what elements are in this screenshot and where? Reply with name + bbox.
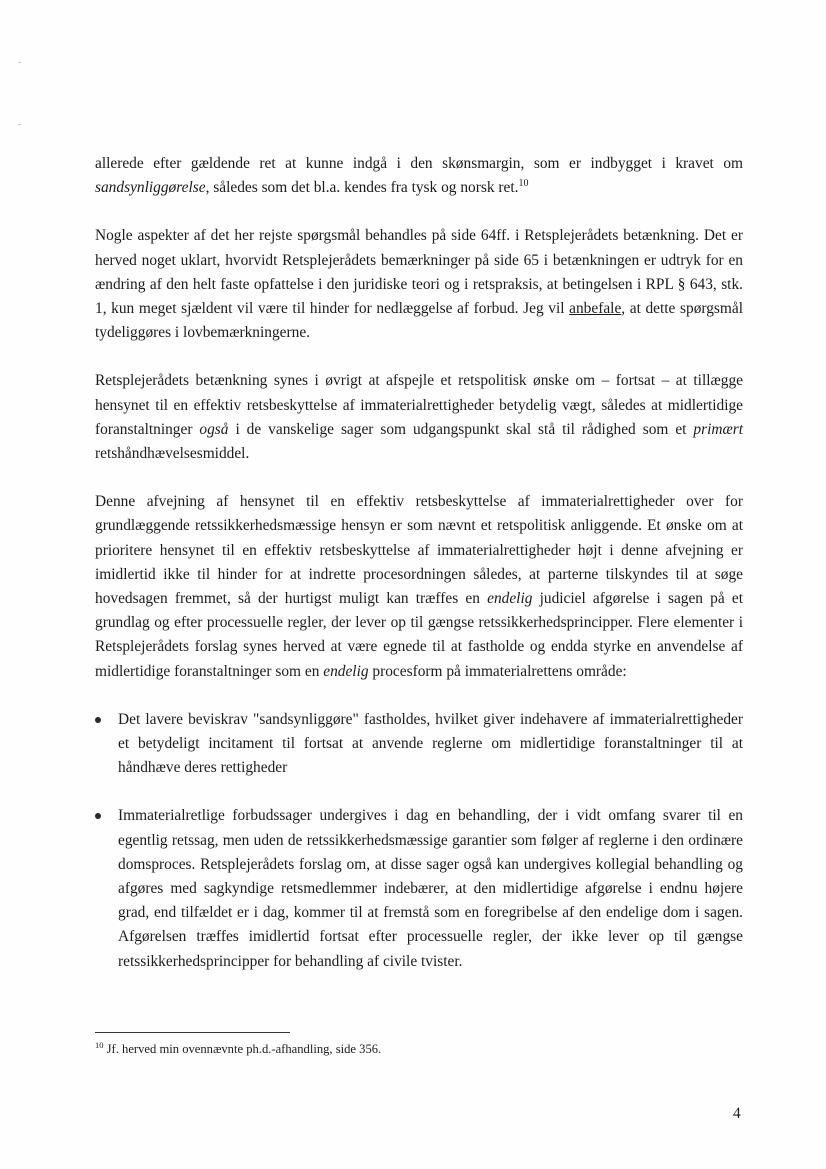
text-span: , at dette spørgsmål tydeliggøres i lovbemærkningerne.: [95, 300, 743, 342]
paragraph-1: [95, 152, 743, 200]
footnote-number: 10: [95, 1039, 104, 1050]
italic-term: også: [199, 420, 229, 438]
footnote-reference[interactable]: 10: [518, 178, 529, 190]
text-span: allerede efter gældende ret at kunne indgå i den skønsmargin, som er indbygget i kravet om: [95, 155, 743, 172]
text-span: , således som det bl.a. kendes fra tysk og norsk ret.: [205, 179, 519, 197]
footnote-separator: [95, 1032, 290, 1033]
footnote-text: Jf. herved min ovennævnte ph.d.-afhandling, side 356.: [103, 1042, 382, 1056]
italic-term: endelig: [487, 590, 533, 608]
paragraph-4: [95, 490, 743, 684]
bullet-text: Immaterialretlige forbudssager undergives i dag en behandling, der i vidt omfang svarer til en egentlig retssag, men uden de retssikkerhedsmæssige garantier som følger af reglerne i den ordinære domsproces. Retsplejerådets forslag om, at disse sager også kan undergives kollegial behandling og afgøres med sagkyndige retsmedlemmer indebærer, at den midlertidige afgørelse i endnu højere grad, end tilfældet er i dag, kommer til at fremstå som en foregribelse af den endelige dom i sagen. Afgørelsen træffes imidlertid fortsat efter processuelle regler, der ikke lever op til gængse retssikkerhedsprincipper for behandling af civile tvister.: [118, 807, 743, 970]
underlined-term: anbefale: [569, 300, 622, 318]
text-span: i de vanskelige sager som udgangspunkt skal stå til rådighed som et: [228, 420, 694, 438]
page-number: 4: [733, 1105, 741, 1122]
text-span: Nogle aspekter af det her rejste spørgsmål behandles på side 64ff. i Retsplejerådets betænkning. Det er herved noget uklart, hvorvidt Retsplejerådets bemærkninger på side 65 i betænkningen er udtryk for en ændring af den helt faste opfattelse i den juridiske teori og i retspraksis, at betingelsen i RPL § 643, stk. 1, kun meget sjældent vil være til hinder for nedlæggelse af forbud. Jeg vil: [95, 227, 743, 318]
italic-term: sandsynliggørelse: [95, 179, 206, 197]
bullet-icon: [95, 813, 101, 819]
scan-artifact: [18, 62, 21, 63]
italic-term: primært: [693, 420, 743, 438]
body-text: [95, 152, 743, 974]
bullet-item: [95, 708, 743, 781]
paragraph-3: [95, 369, 743, 466]
paragraph-2: [95, 224, 743, 345]
footnote: [95, 1041, 381, 1057]
bullet-item: [95, 804, 743, 973]
text-span: procesform på immaterialrettens område:: [368, 662, 627, 680]
text-span: retshåndhævelsesmiddel.: [95, 445, 250, 463]
scan-artifact: [18, 124, 21, 125]
bullet-text: Det lavere beviskrav "sandsynliggøre" fastholdes, hvilket giver indehavere af immaterialrettigheder et betydeligt incitament til fortsat at anvende reglerne om midlertidige foranstaltninger til at håndhæve deres rettigheder: [118, 710, 743, 777]
italic-term: endelig: [323, 662, 369, 680]
text-span: Denne afvejning af hensynet til en effektiv retsbeskyttelse af immaterialrettigheder over for grundlæggende retssikkerhedsmæssige hensyn er som nævnt et retspolitisk anliggende. Et ønske om at prioritere hensynet til en effektiv retsbeskyttelse af immaterialrettigheder højt i denne afvejning er imidlertid ikke til hinder for at indrette procesordningen således, at parterne tilskyndes til at søge hovedsagen fremmet, så der hurtigst muligt kan træffes en: [95, 493, 743, 608]
bullet-icon: [95, 717, 101, 723]
text-span: judiciel afgørelse i sagen på et grundlag og efter processuelle regler, der lever op til gængse retssikkerhedsprincipper. Flere elementer i Retsplejerådets forslag synes herved at være egnede til at fastholde og endda styrke en anvendelse af midlertidige foranstaltninger som en: [95, 590, 743, 680]
text-span: Retsplejerådets betænkning synes i øvrigt at afspejle et retspolitisk ønske om – fortsat – at tillægge hensynet til en effektiv retsbeskyttelse af immaterialrettigheder betydelig vægt, således at midlertidige foranstaltninger: [95, 372, 743, 438]
bullet-list: [95, 708, 743, 974]
